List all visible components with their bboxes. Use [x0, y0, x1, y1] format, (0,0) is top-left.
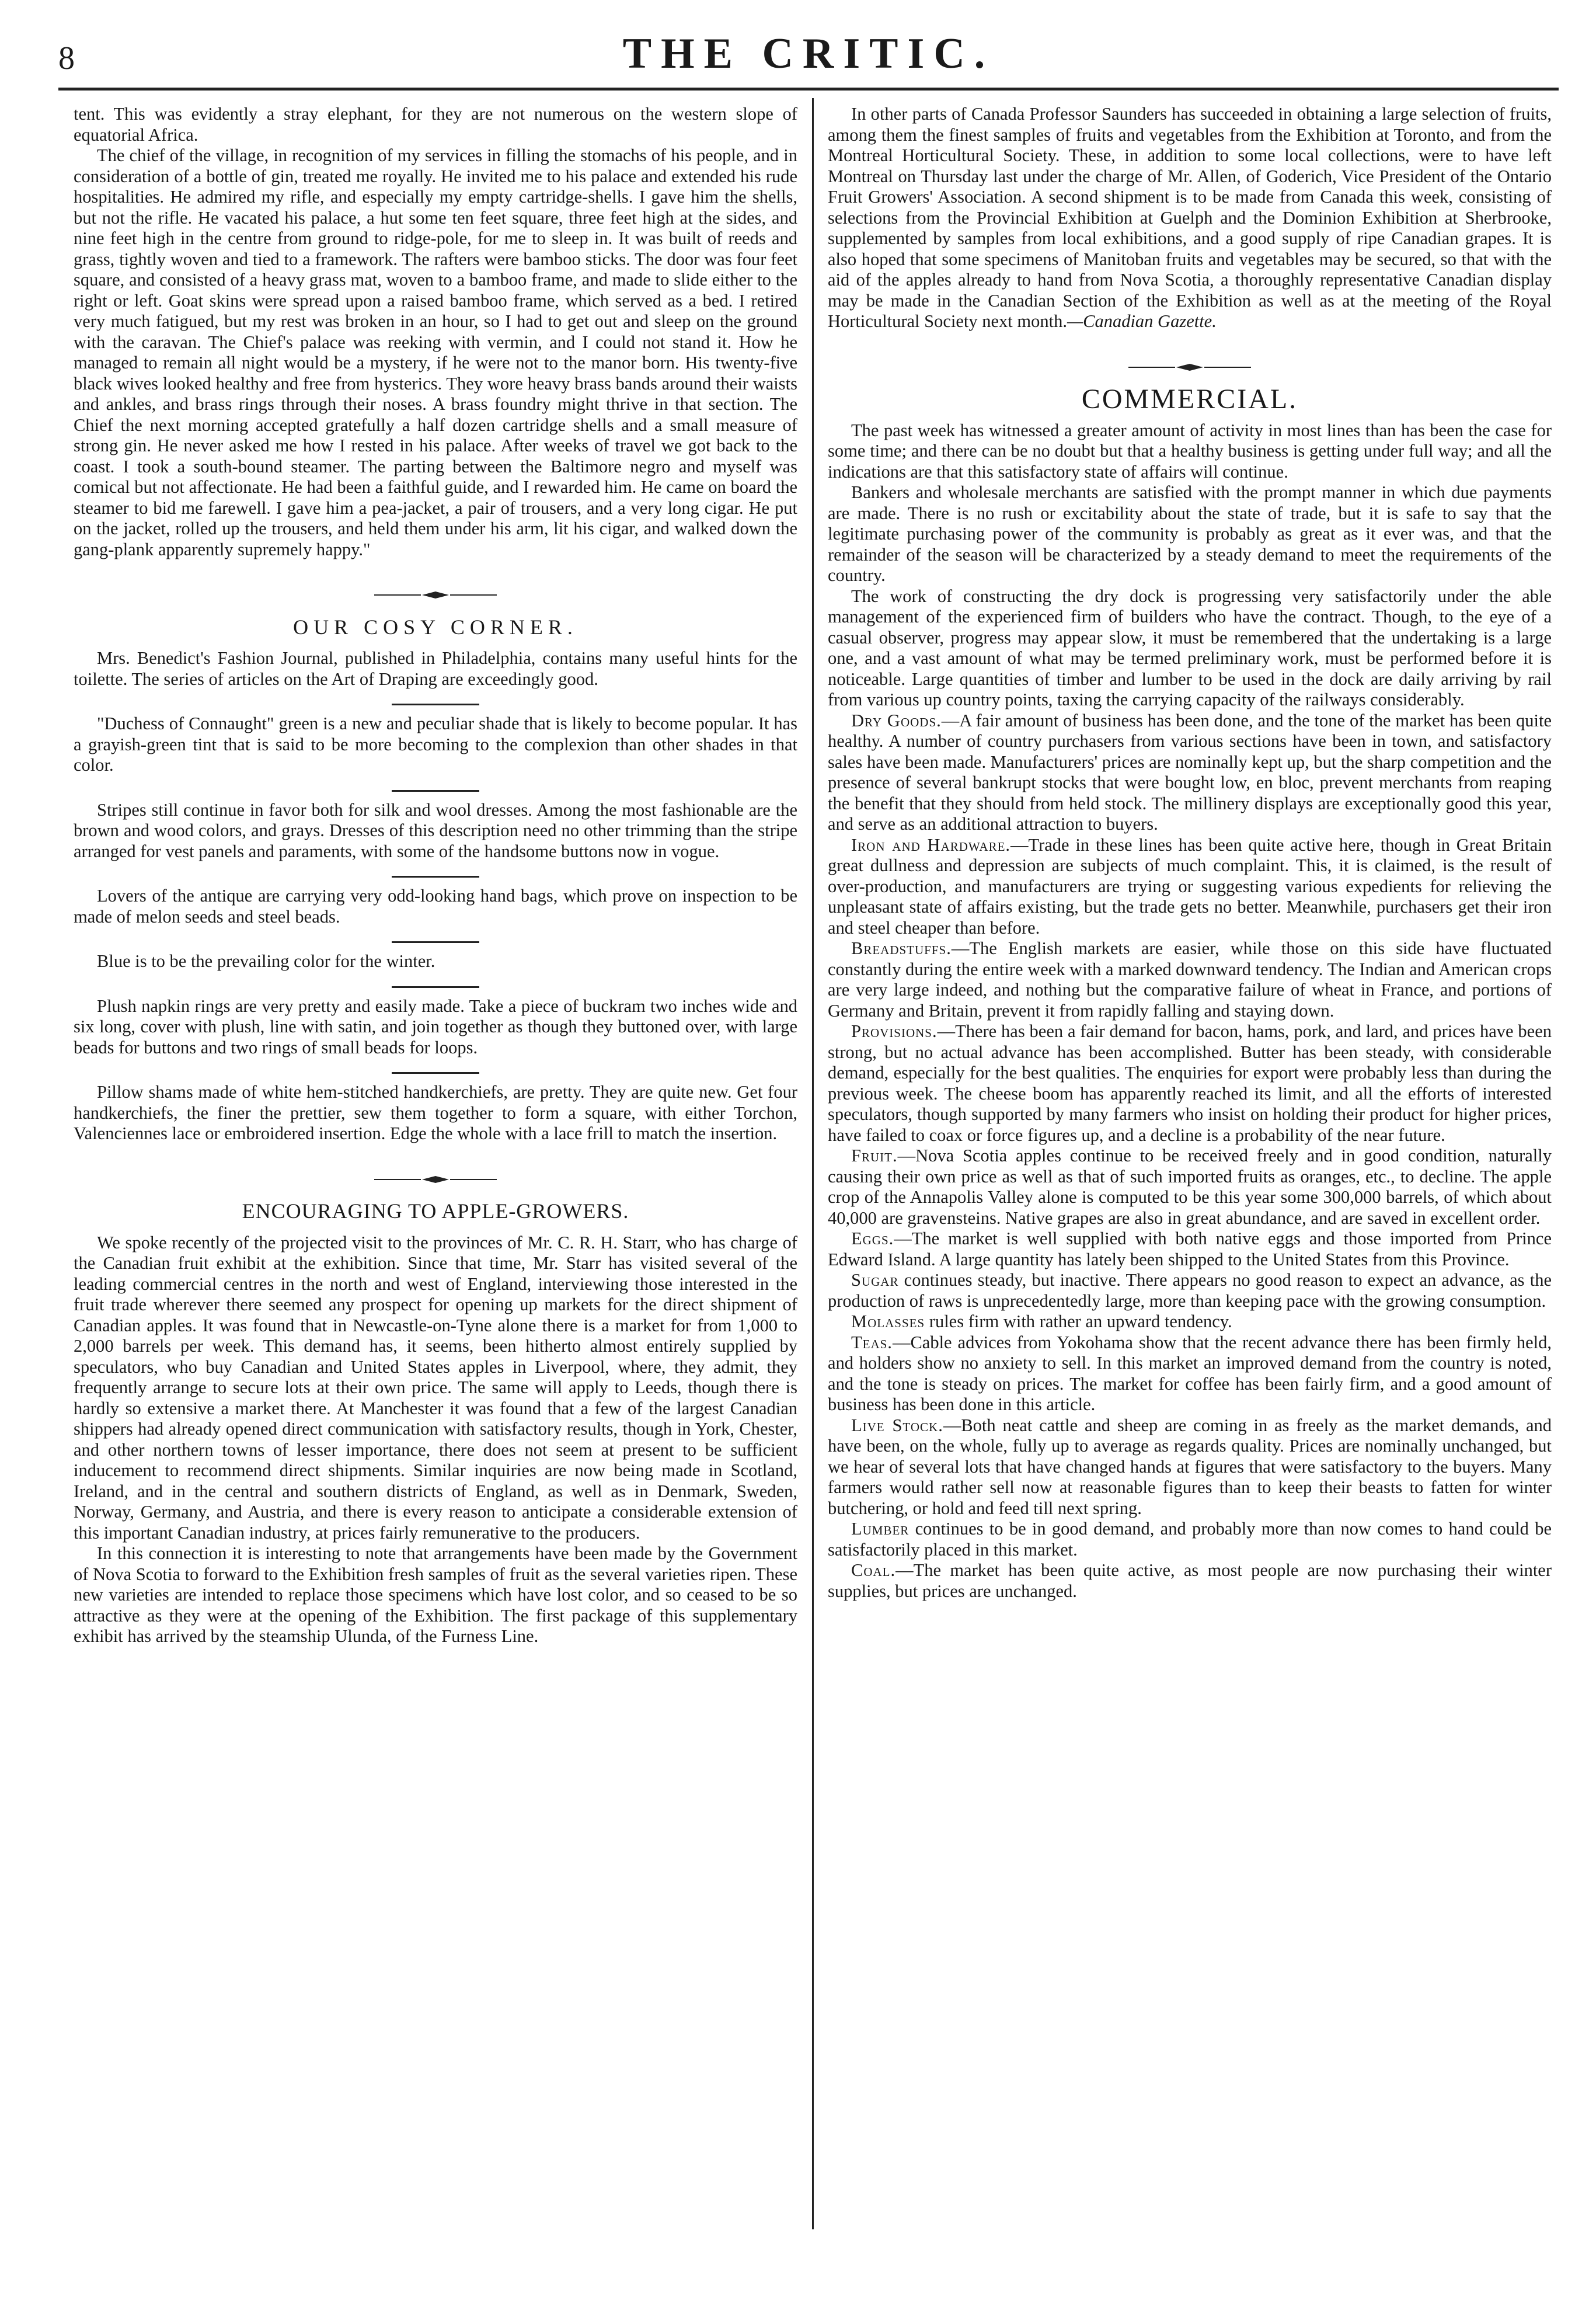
header-rule [58, 88, 1559, 91]
column-divider [812, 98, 814, 2229]
right-column [828, 104, 1552, 1602]
market-item-label: Sugar [851, 1270, 899, 1290]
market-item-text: continues to be in good demand, and probably more than now comes to hand could be satisfactorily placed in this market. [828, 1519, 1552, 1560]
item-separator-rule [392, 790, 479, 792]
market-item-label: Lumber [851, 1519, 909, 1539]
apple-growers-paragraph: We spoke recently of the projected visit to the provinces of Mr. C. R. H. Starr, who has charge of the Canadian fruit exhibit at the exhibition. Since that time, Mr. Starr has visited several of the leading commercial centres in the north and west of England, interviewing those interested in the fruit trade wherever there seemed any prospect for opening up markets for the direct shipment of Canadian apples. It was found that in Newcastle-on-Tyne alone there is a market for from 1,000 to 2,000 barrels per week. This demand has, it seems, been hitherto almost entirely supplied by speculators, who buy Canadian and United States apples in Liverpool, where, they admit, they frequently arrange to secure lots at their own price. The same will apply to Leeds, though there is hardly so extensive a market there. At Manchester it was found that a few of the largest Canadian shippers had already opened direct communication with satisfactory results, though in York, Chester, and other northern towns of lesser importance, there does not seem at present to be sufficient inducement to recommend direct shipments. Similar inquiries are now being made in Scotland, Ireland, and in the central and southern districts of England, as well as in Denmark, Sweden, Norway, Germany, and Austria, and there is every reason to anticipate a considerable extension of this important Canadian industry, at prices fairly remunerative to the producers. [74, 1232, 797, 1543]
market-item [828, 1519, 1552, 1560]
section-ornament [74, 1168, 797, 1189]
continued-text: In other parts of Canada Professor Saunders has succeeded in obtaining a large selection of fruits, among them the finest samples of fruits and vegetables from the Exhibition at Toronto, and from the Montreal Horticultural Society. These, in addition to some local collections, were to have left Montreal on Thursday last under the charge of Mr. Allen, of Goderich, Vice President of the Ontario Fruit Growers' Association. A second shipment is to be made from Canada this week, consisting of selections from the Provincial Exhibition at Guelph and the Dominion Exhibition at Sherbrooke, supplemented by samples from local exhibitions, and a good supply of ripe Canadian grapes. It is also hoped that some specimens of Manitoban fruits and vegetables may be secured, so that with the aid of the apples already to hand from Nova Scotia, a thoroughly representative Canadian display may be made in the Canadian Section of the Exhibition as well as at the meeting of the Royal Horticultural Society next month. [828, 104, 1552, 331]
left-column [74, 104, 797, 1647]
cosy-corner-item: Plush napkin rings are very pretty and easily made. Take a piece of buckram two inches wide and six long, cover with plush, line with satin, and join together as though they buttoned over, with large beads for buttons and two rings of small beads for loops. [74, 996, 797, 1057]
commercial-paragraph: The work of constructing the dry dock is progressing very satisfactorily under the able management of the experienced firm of builders who have the contract. Though, to the eye of a casual observer, progress may appear slow, it must be remembered that the undertaking is a large one, and a vast amount of what may be termed preliminary work, must be performed before it is noticeable. Large quantities of timber and lumber to be used in the dock are daily arriving by rail from various up country points, taxing the carrying capacity of the railways considerably. [828, 586, 1552, 709]
commercial-paragraph: The past week has witnessed a greater amount of activity in most lines than has been the case for some time; and there can be no doubt but that a healthy business is getting under full way; and all the indications are that this satisfactory state of affairs will continue. [828, 420, 1552, 482]
market-item-text: rules firm with rather an upward tendency. [925, 1311, 1232, 1331]
market-item [828, 1311, 1552, 1332]
source-attribution: —Canadian Gazette. [1067, 311, 1217, 331]
page-header [58, 29, 1559, 93]
market-item-text: —Cable advices from Yokohama show that the recent advance there has been firmly held, and holders show no anxiety to sell. In this market an improved demand from the country is noted, and the tone is steady on prices. The market for coffee has been fairly firm, and a good amount of business has been done in this article. [828, 1332, 1552, 1414]
item-separator-rule [392, 986, 479, 988]
item-separator-rule [392, 941, 479, 943]
market-item [828, 1146, 1552, 1229]
cosy-corner-item: Mrs. Benedict's Fashion Journal, published in Philadelphia, contains many useful hints for the toilette. The series of articles on the Art of Draping are exceedingly good. [74, 648, 797, 689]
market-item-label: Live Stock. [851, 1415, 943, 1435]
commercial-paragraph: Bankers and wholesale merchants are satisfied with the prompt manner in which due payments are made. There is no rush or excitability about the state of trade, but it is safe to say that the legitimate purchasing power of the community is probably as great as it ever was, and that the remainder of the season will be characterized by a steady demand to meet the requirements of the country. [828, 482, 1552, 585]
market-item-label: Breadstuffs. [851, 938, 952, 958]
market-item [828, 1332, 1552, 1415]
market-item [828, 835, 1552, 939]
article-continued-paragraph [828, 104, 1552, 332]
market-item [828, 711, 1552, 835]
market-item-label: Provisions. [851, 1021, 938, 1041]
item-separator-rule [392, 704, 479, 705]
market-item-text: —Both neat cattle and sheep are coming in as freely as the market demands, and have been, on the whole, fully up to average as regards quality. Prices are nominally unchanged, but we hear of several lots that have changed hands at figures that were satisfactory to the buyers. Many farmers would rather sell now at reasonable figures than to keep their beasts to fatten for winter butchering, or hold and feed till next spring. [828, 1415, 1552, 1518]
market-item [828, 938, 1552, 1021]
market-item-text: —The English markets are easier, while those on this side have fluctuated constantly during the entire week with a marked downward tendency. The Indian and American crops are very large indeed, and nothing but the comparative failure of wheat in France, and portions of Germany and Britain, prevent it from rapidly falling and staying down. [828, 938, 1552, 1021]
market-item [828, 1021, 1552, 1146]
market-item [828, 1270, 1552, 1311]
section-ornament [74, 583, 797, 604]
cosy-corner-item: Pillow shams made of white hem-stitched handkerchiefs, are pretty. They are quite new. Get four handkerchiefs, the finer the prettier, sew them together to form a square, with either Torchon, Valenciennes lace or embroidered insertion. Edge the whole with a lace frill to match the insertion. [74, 1082, 797, 1143]
market-item-text: continues steady, but inactive. There appears no good reason to expect an advance, as the production of raws is unprecedentedly large, more than keeping pace with the growing consumption. [828, 1270, 1552, 1311]
market-item-label: Teas. [851, 1332, 893, 1352]
cosy-corner-heading: OUR COSY CORNER. [293, 615, 578, 639]
section-ornament [828, 356, 1552, 377]
market-item [828, 1229, 1552, 1270]
market-item-text: —There has been a fair demand for bacon, hams, pork, and lard, and prices have been strong, but no actual advance has been accomplished. Butter has been steady, with considerable demand, especially for the best qualities. The enquiries for export were probably less than during the previous week. The cheese boom has apparently reached its limit, and all the efforts of interested speculators, though supported by many farmers who insist on holding their product for higher prices, have failed to coax or force figures up, and a decline is a probability of the near future. [828, 1021, 1552, 1145]
apple-growers-paragraph: In this connection it is interesting to note that arrangements have been made by the Government of Nova Scotia to forward to the Exhibition fresh samples of fruit as the several varieties ripen. These new varieties are intended to replace those specimens which have lost color, and so ceased to be so attractive as they were at the opening of the Exhibition. The first package of this supplementary exhibit has arrived by the steamship Ulunda, of the Furness Line. [74, 1543, 797, 1646]
market-item-text: —The market is well supplied with both native eggs and those imported from Prince Edward Island. A large quantity has lately been shipped to the United States from this Province. [828, 1229, 1552, 1269]
market-item-text: —Nova Scotia apples continue to be received freely and in good condition, naturally causing their own price as well as that of such imported fruits as oranges, etc., to decline. The apple crop of the Annapolis Valley alone is computed to be this year some 300,000 barrels, of which about 40,000 are gravensteins. Native grapes are also in great abundance, and are saved in excellent order. [828, 1146, 1552, 1228]
article-continued-paragraph: tent. This was evidently a stray elephant, for they are not numerous on the western slope of equatorial Africa. [74, 104, 797, 145]
market-item-label: Iron and Hardware. [851, 834, 1011, 855]
page-number: 8 [58, 40, 75, 76]
market-item-label: Dry Goods. [851, 710, 942, 730]
apple-growers-heading: ENCOURAGING TO APPLE-GROWERS. [242, 1199, 629, 1223]
cosy-corner-item: Stripes still continue in favor both for silk and wool dresses. Among the most fashionable are the brown and wood colors, and grays. Dresses of this description need no other trimming than the stripe arranged for vest panels and paraments, with some of the handsome buttons now in vogue. [74, 799, 797, 861]
market-item-label: Molasses [851, 1311, 925, 1331]
commercial-heading: COMMERCIAL. [1081, 384, 1298, 415]
item-separator-rule [392, 1072, 479, 1074]
market-item-label: Coal. [851, 1560, 896, 1580]
market-item [828, 1560, 1552, 1602]
market-item-text: —A fair amount of business has been done, and the tone of the market has been quite healthy. A number of country purchasers from various sections have been in town, and satisfactory sales have been made. Manufacturers' prices are nominally kept up, but the sharp competition and the presence of several bankrupt stocks that were bought low, en bloc, prevent merchants from reaping the benefit that they should from held stock. The millinery displays are exceptionally good this year, and serve as an additional attraction to buyers. [828, 710, 1552, 834]
cosy-corner-item: Lovers of the antique are carrying very odd-looking hand bags, which prove on inspection to be made of melon seeds and steel beads. [74, 886, 797, 927]
market-item-text: —Trade in these lines has been quite active here, though in Great Britain great dullness and depression are subjects of much complaint. This, it is claimed, is the result of over-production, and manufacturers are trying or suggesting various expedients for relieving the unpleasant state of affairs existing, but the trade gets no better. Meanwhile, purchasers get their iron and steel cheaper than before. [828, 834, 1552, 938]
cosy-corner-item: Blue is to be the prevailing color for the winter. [97, 951, 435, 971]
masthead-title: THE CRITIC. [622, 30, 995, 78]
market-item [828, 1415, 1552, 1519]
item-separator-rule [392, 876, 479, 878]
market-item-label: Eggs. [851, 1229, 894, 1248]
market-item-text: —The market has been quite active, as most people are now purchasing their winter supplies, but prices are unchanged. [828, 1560, 1552, 1601]
market-item-label: Fruit. [851, 1146, 898, 1165]
article-continued-paragraph: The chief of the village, in recognition of my services in filling the stomachs of his people, and in consideration of a bottle of gin, treated me royally. He invited me to his palace and extended his rude hospitalities. He admired my rifle, and especially my empty cartridge-shells. I gave him the shells, but not the rifle. He vacated his palace, a hut some ten feet square, three feet high at the sides, and nine feet high in the centre from ground to ridge-pole, for me to sleep in. It was built of reeds and grass, tightly woven and tied to a framework. The rafters were bamboo sticks. The door was four feet square, and consisted of a heavy grass mat, woven to a bamboo frame, and made to slide either to the right or left. Goat skins were spread upon a raised bamboo frame, which served as a bed. I retired very much fatigued, but my rest was broken in an hour, so I had to get out and sleep on the ground with the caravan. The Chief's palace was reeking with vermin, and I could not stand it. How he managed to remain all night would be a mystery, if he were not to the manor born. His twenty-five black wives looked healthy and free from hysterics. They wore heavy brass bands around their waists and ankles, and brass rings through their noses. A brass foundry might thrive in that section. The Chief the next morning accepted gratefully a half dozen cartridge shells and a small measure of strong gin. He never asked me how I rested in his palace. After weeks of travel we got back to the coast. I took a south-bound steamer. The parting between the Baltimore negro and myself was comical but not affectionate. He had been a faithful guide, and I rewarded him. He came on board the steamer to bid me farewell. I gave him a pea-jacket, a pair of trousers, and a very long cigar. He put on the jacket, rolled up the trousers, and held them under his arm, lit his cigar, and walked down the gang-plank apparently supremely happy." [74, 145, 797, 559]
cosy-corner-item: "Duchess of Connaught" green is a new and peculiar shade that is likely to become popular. It has a grayish-green tint that is said to be more becoming to the complexion than other shades in that color. [74, 714, 797, 775]
